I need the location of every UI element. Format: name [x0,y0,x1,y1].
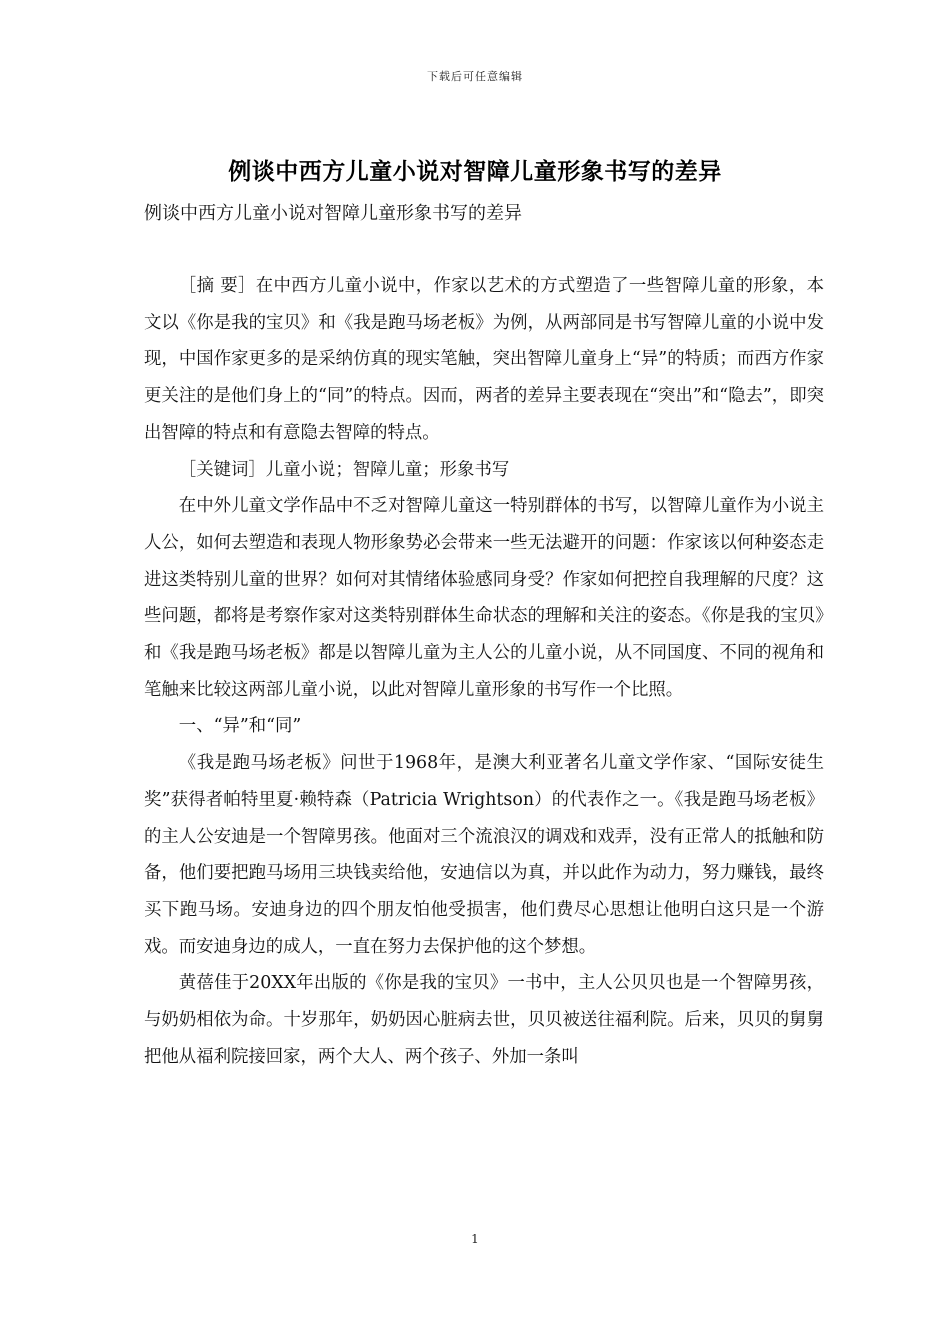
section-heading: 一、“异”和“同” [178,716,302,737]
document-title: 例谈中西方儿童小说对智障儿童形象书写的差异 [228,159,722,185]
page-header: 下载后可任意编辑 [427,70,523,83]
abstract-paragraph: ［摘 要］在中西方儿童小说中，作家以艺术的方式塑造了一些智障儿童的形象，本文以《你是我的宝贝》和《我是跑马场老板》为例，从两部同是书写智障儿童的小说中发现，中国作家更多的是采纳仿真的现实笔触，突出智障儿童身上“异”的特质；而西方作家更关注的是他们身上的“同”的特点。因而，两者的差异主要表现在“突出”和“隐去”，即突出智障的特点和有意隐去智障的特点。 [144,276,824,443]
page-number: 1 [471,1232,479,1246]
document-body [144,268,824,1075]
document-subtitle: 例谈中西方儿童小说对智障儿童形象书写的差异 [144,203,522,224]
keywords-paragraph: ［关键词］儿童小说；智障儿童；形象书写 [178,459,510,480]
body-paragraph: 黄蓓佳于20XX年出版的《你是我的宝贝》一书中，主人公贝贝也是一个智障男孩，与奶奶相依为命。十岁那年，奶奶因心脏病去世，贝贝被送往福利院。后来，贝贝的舅舅把他从福利院接回家，两个大人、两个孩子、外加一条叫 [144,973,824,1067]
body-paragraph: 在中外儿童文学作品中不乏对智障儿童这一特别群体的书写，以智障儿童作为小说主人公，如何去塑造和表现人物形象势必会带来一些无法避开的问题：作家该以何种姿态走进这类特别儿童的世界？如何对其情绪体验感同身受？作家如何把控自我理解的尺度？这些问题，都将是考察作家对这类特别群体生命状态的理解和关注的姿态。《你是我的宝贝》和《我是跑马场老板》都是以智障儿童为主人公的儿童小说，从不同国度、不同的视角和笔触来比较这两部儿童小说，以此对智障儿童形象的书写作一个比照。 [144,496,824,700]
body-paragraph: 《我是跑马场老板》问世于1968年，是澳大利亚著名儿童文学作家、“国际安徒生奖”获得者帕特里夏·赖特森（Patricia Wrightson）的代表作之一。《我是跑马场老板》的主人公安迪是一个智障男孩。他面对三个流浪汉的调戏和戏弄，没有正常人的抵触和防备，他们要把跑马场用三块钱卖给他，安迪信以为真，并以此作为动力，努力赚钱，最终买下跑马场。安迪身边的四个朋友怕他受损害，他们费尽心思想让他明白这只是一个游戏。而安迪身边的成人，一直在努力去保护他的这个梦想。 [144,753,824,957]
